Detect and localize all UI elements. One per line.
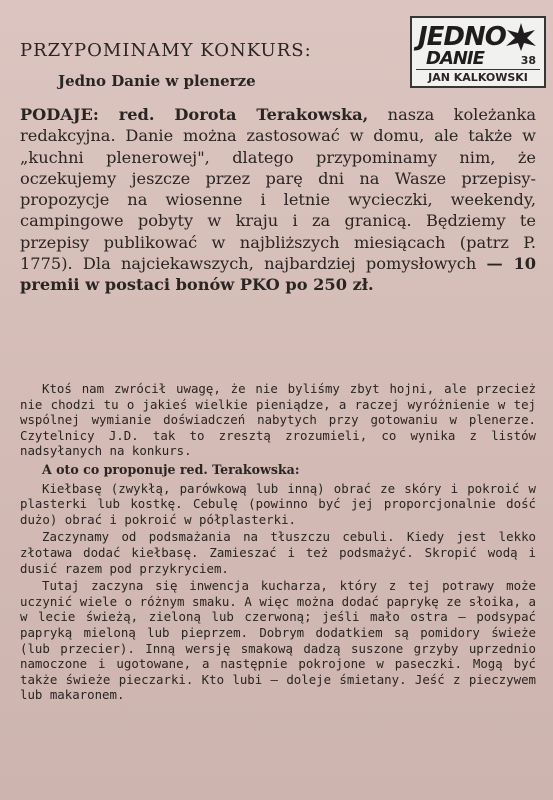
- lead-text: nasza koleżanka redakcyjna. Danie można zastosować w domu, ale także w „kuchni plenerowej", dlatego przypominamy nim, że oczekujemy jeszcze przez parę dni na Wasze przepisy-propozycje na wiosenne i letnie wycieczki, weekendy, campingowe pobyty w kraju i za granicą. Będziemy te przepisy publikować w najbliższych miesiącach (patrz P. 1775). Dla najciekawszych, najbardziej pomysłowych: [20, 105, 537, 274]
- lead-paragraph: [20, 104, 536, 296]
- logo-issue-number: 38: [520, 54, 536, 67]
- lead-prize: — 10 premii w postaci bonów PKO po 250 zł.: [20, 254, 536, 295]
- body-paragraph-1: Ktoś nam zwrócił uwagę, że nie byliśmy zbyt hojni, ale przecież nie chodzi tu o jakieś wielkie pieniądze, a raczej wyróżnienie w tej wspólnej wymianie doświadczeń nabytych przy gotowaniu w plenerze. Czytelnicy J.D. tak to zresztą zrozumieli, co wynika z listów nadsyłanych na konkurs.: [20, 381, 536, 459]
- article-body: [20, 381, 536, 703]
- column-logo: [410, 16, 546, 88]
- logo-word-jedno: JEDNO: [418, 22, 506, 52]
- body-paragraph-4: Tutaj zaczyna się inwencja kucharza, który z tej potrawy może uczynić wiele o różnym smaku. A więc można dodać paprykę ze słoika, a w lecie świeżą, zieloną lub czerwoną; jeśli mało ostra — podsypać papryką mieloną lub pieprzem. Dobrym dodatkiem są pomidory świeże (lub przecier). Inną wersję smakową dadzą suszone grzyby uprzednio namoczone i ugotowane, a następnie pokrojone w paseczki. Mogą być także świeże pieczarki. Kto lubi — doleje śmietany. Jeść z pieczywem lub makaronem.: [20, 578, 536, 703]
- logo-author: JAN KALKOWSKI: [416, 69, 540, 84]
- logo-word-danie: DANIE: [426, 48, 484, 69]
- lead-intro: PODAJE: red. Dorota Terakowska,: [20, 105, 369, 124]
- body-paragraph-2: Kiełbasę (zwykłą, parówkową lub inną) obrać ze skóry i pokroić w plasterki lub kostkę. Cebulę (powinno być jej proporcjonalnie dość dużo) obrać i pokroić w półplasterki.: [20, 480, 536, 527]
- recipe-heading: A oto co proponuje red. Terakowska:: [42, 461, 300, 477]
- kicker-headline: PRZYPOMINAMY KONKURS:: [20, 40, 312, 61]
- article-subtitle: Jedno Danie w plenerze: [58, 72, 256, 90]
- body-paragraph-3: Zaczynamy od podsmażania na tłuszczu cebuli. Kiedy jest lekko złotawa dodać kiełbasę. Zamieszać i też podsmażyć. Skropić wodą i dusić razem pod przykryciem.: [20, 529, 536, 576]
- star-icon: [504, 22, 538, 56]
